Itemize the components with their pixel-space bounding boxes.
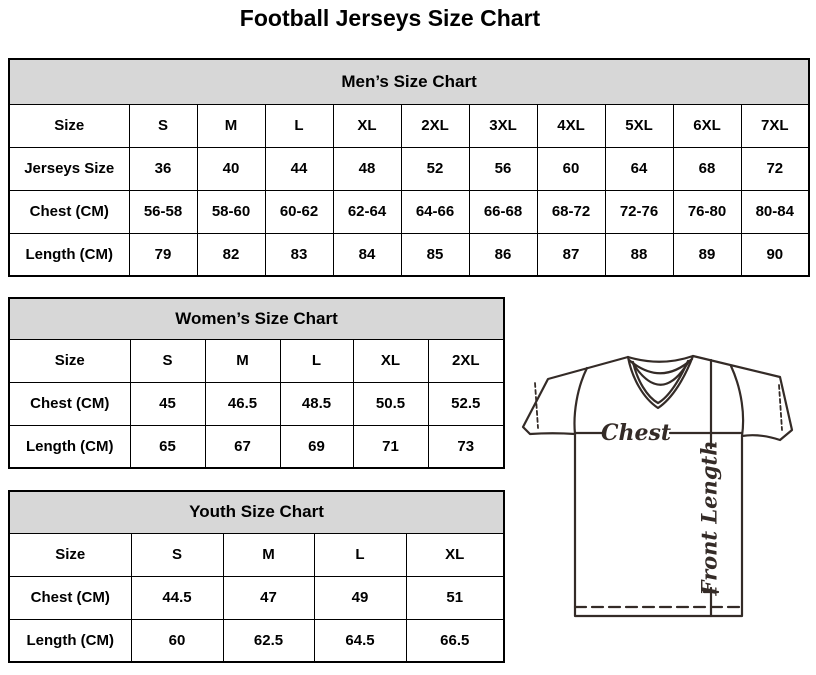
table-cell: 60-62 — [265, 190, 333, 233]
table-cell: 79 — [129, 233, 197, 276]
table-row-chest — [9, 382, 504, 425]
table-cell: M — [223, 533, 314, 576]
table-cell: 64.5 — [314, 619, 406, 662]
table-cell: 49 — [314, 576, 406, 619]
table-row-size — [9, 339, 504, 382]
table-cell: 48 — [333, 147, 401, 190]
table-cell: 64 — [605, 147, 673, 190]
table-cell: M — [197, 104, 265, 147]
table-row-length — [9, 233, 809, 276]
table-cell: S — [131, 533, 223, 576]
table-cell: 64-66 — [401, 190, 469, 233]
table-cell: 47 — [223, 576, 314, 619]
row-label: Length (CM) — [9, 425, 130, 468]
table-cell: 51 — [406, 576, 504, 619]
jersey-diagram — [515, 340, 815, 630]
table-cell: 3XL — [469, 104, 537, 147]
table-cell: 62-64 — [333, 190, 401, 233]
youth-size-table — [8, 490, 505, 663]
table-cell: 7XL — [741, 104, 809, 147]
table-row-size — [9, 533, 504, 576]
table-cell: 40 — [197, 147, 265, 190]
table-cell: 89 — [673, 233, 741, 276]
table-cell: 90 — [741, 233, 809, 276]
row-label: Chest (CM) — [9, 190, 129, 233]
table-cell: 44 — [265, 147, 333, 190]
table-cell: 72-76 — [605, 190, 673, 233]
table-cell: XL — [353, 339, 428, 382]
table-cell: 5XL — [605, 104, 673, 147]
table-cell: 56-58 — [129, 190, 197, 233]
table-cell: 52 — [401, 147, 469, 190]
table-cell: L — [265, 104, 333, 147]
table-cell: 67 — [205, 425, 280, 468]
table-cell: 2XL — [401, 104, 469, 147]
front-length-label: Front Length — [696, 440, 722, 596]
mens-size-table — [8, 58, 810, 277]
table-cell: S — [129, 104, 197, 147]
table-cell: 83 — [265, 233, 333, 276]
table-cell: 86 — [469, 233, 537, 276]
page-title: Football Jerseys Size Chart — [239, 5, 541, 31]
table-cell: L — [280, 339, 353, 382]
table-row-length — [9, 619, 504, 662]
table-cell: 69 — [280, 425, 353, 468]
table-cell: 85 — [401, 233, 469, 276]
table-row-length — [9, 425, 504, 468]
table-cell: S — [130, 339, 205, 382]
table-cell: XL — [333, 104, 401, 147]
table-cell: 36 — [129, 147, 197, 190]
table-cell: M — [205, 339, 280, 382]
table-cell: 73 — [428, 425, 504, 468]
table-cell: 84 — [333, 233, 401, 276]
table-cell: 50.5 — [353, 382, 428, 425]
youth-table-title: Youth Size Chart — [9, 491, 504, 533]
table-cell: 71 — [353, 425, 428, 468]
table-cell: 2XL — [428, 339, 504, 382]
table-cell: 65 — [130, 425, 205, 468]
table-cell: 60 — [537, 147, 605, 190]
table-title-row — [9, 59, 809, 104]
table-cell: 66.5 — [406, 619, 504, 662]
row-label: Size — [9, 339, 130, 382]
table-cell: 56 — [469, 147, 537, 190]
row-label: Size — [9, 533, 131, 576]
chest-label: Chest — [600, 420, 672, 446]
table-cell: XL — [406, 533, 504, 576]
table-cell: 68 — [673, 147, 741, 190]
table-cell: 45 — [130, 382, 205, 425]
table-cell: 58-60 — [197, 190, 265, 233]
table-cell: 62.5 — [223, 619, 314, 662]
table-cell: 66-68 — [469, 190, 537, 233]
table-cell: 52.5 — [428, 382, 504, 425]
table-cell: L — [314, 533, 406, 576]
row-label: Chest (CM) — [9, 576, 131, 619]
table-cell: 88 — [605, 233, 673, 276]
table-row-chest — [9, 576, 504, 619]
table-cell: 82 — [197, 233, 265, 276]
jersey-outline — [523, 356, 792, 616]
table-cell: 87 — [537, 233, 605, 276]
row-label: Size — [9, 104, 129, 147]
table-row-jerseys-size — [9, 147, 809, 190]
row-label: Chest (CM) — [9, 382, 130, 425]
table-cell: 6XL — [673, 104, 741, 147]
row-label: Jerseys Size — [9, 147, 129, 190]
table-cell: 4XL — [537, 104, 605, 147]
jersey-illustration — [515, 340, 815, 630]
table-cell: 60 — [131, 619, 223, 662]
table-title-row — [9, 491, 504, 533]
table-cell: 68-72 — [537, 190, 605, 233]
mens-table-title: Men’s Size Chart — [9, 59, 809, 104]
row-label: Length (CM) — [9, 233, 129, 276]
table-cell: 48.5 — [280, 382, 353, 425]
womens-size-table — [8, 297, 505, 469]
row-label: Length (CM) — [9, 619, 131, 662]
table-row-size — [9, 104, 809, 147]
table-title-row — [9, 298, 504, 339]
table-cell: 44.5 — [131, 576, 223, 619]
table-cell: 76-80 — [673, 190, 741, 233]
table-row-chest — [9, 190, 809, 233]
table-cell: 46.5 — [205, 382, 280, 425]
womens-table-title: Women’s Size Chart — [9, 298, 504, 339]
table-cell: 72 — [741, 147, 809, 190]
table-cell: 80-84 — [741, 190, 809, 233]
